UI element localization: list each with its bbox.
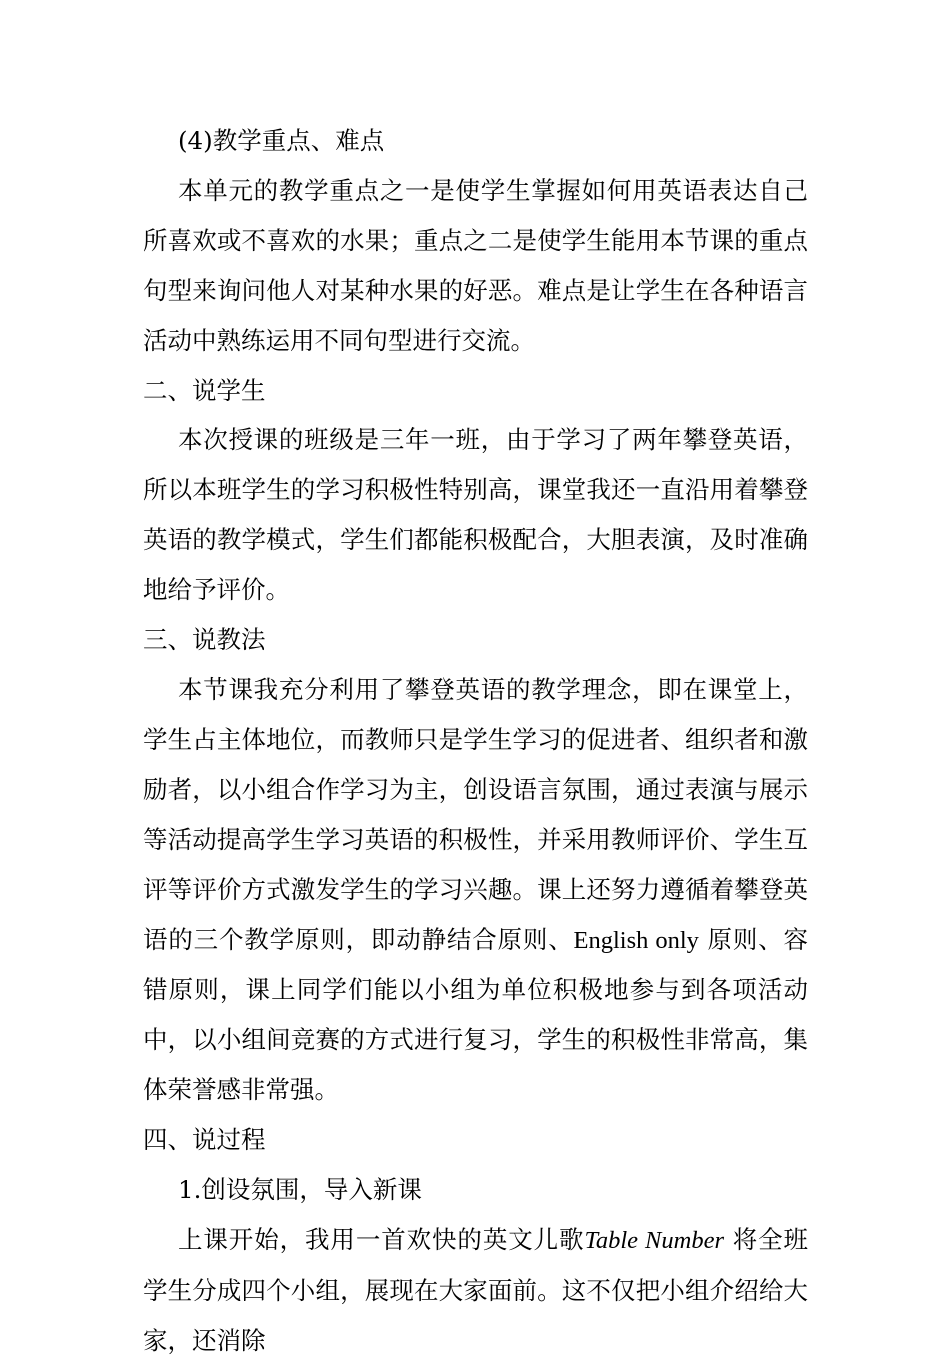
section-heading-key-points: (4)教学重点、难点 — [178, 126, 385, 155]
section-heading-methods: 三、说教法 — [143, 625, 266, 655]
song-title: Table Number — [584, 1226, 724, 1254]
paragraph-students: 本次授课的班级是三年一班，由于学习了两年攀登英语，所以本班学生的学习积极性特别高，课堂我还一直沿用着攀登英语的教学模式，学生们都能积极配合，大胆表演，及时准确地给予评价。 — [143, 425, 808, 605]
paragraph-key-points: 本单元的教学重点之一是使学生掌握如何用英语表达自己所喜欢或不喜欢的水果；重点之二是使学生能用本节课的重点句型来询问他人对某种水果的好恶。难点是让学生在各种语言活动中熟练运用不同句型进行交流。 — [143, 175, 808, 355]
section-heading-process: 四、说过程 — [143, 1125, 266, 1155]
english-only-term: English only — [573, 926, 699, 954]
paragraph-methods-text-2: 原则、容错原则，课上同学们能以小组为单位积极地参与到各项活动中，以小组间竞赛的方式进行复习，学生的积极性非常高，集体荣誉感非常强。 — [143, 924, 809, 1105]
section-heading-students: 二、说学生 — [143, 375, 266, 405]
paragraph-methods — [143, 665, 808, 1115]
process-step-1-title: 1.创设氛围，导入新课 — [178, 1175, 422, 1205]
paragraph-step1-text-2: 将全班学生分成四个小组，展现在大家面前。这不仅把小组介绍给大家，还消除 — [143, 1224, 808, 1355]
paragraph-process-step-1 — [143, 1215, 808, 1366]
paragraph-step1-text-1: 上课开始，我用一首欢快的英文儿歌 — [178, 1224, 585, 1254]
paragraph-methods-text-1: 本节课我充分利用了攀登英语的教学理念，即在课堂上，学生占主体地位，而教师只是学生学习的促进者、组织者和激励者，以小组合作学习为主，创设语言氛围，通过表演与展示等活动提高学生学习英语的积极性，并采用教师评价、学生互评等评价方式激发学生的学习兴趣。课上还努力遵循着攀登英语的三个教学原则，即动静结合原则、 — [143, 674, 808, 954]
document-page — [143, 116, 808, 1366]
